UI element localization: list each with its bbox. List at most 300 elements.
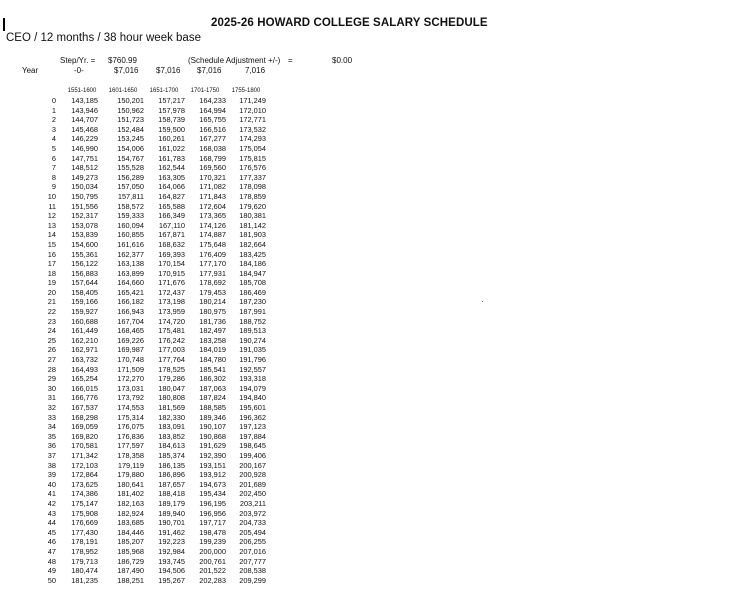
year-cell: 1: [51, 105, 56, 115]
salary-cell: 169,059: [71, 422, 98, 432]
salary-cell: 194,673: [199, 479, 226, 489]
table-row: [0, 489, 300, 499]
salary-cell: 205,494: [239, 527, 266, 537]
salary-cell: 185,708: [239, 278, 266, 288]
salary-cell: 173,198: [158, 297, 185, 307]
table-row: [0, 288, 300, 298]
salary-cell: 154,006: [117, 143, 144, 153]
salary-cell: 161,449: [71, 326, 98, 336]
salary-cell: 189,513: [239, 326, 266, 336]
year-cell: 10: [47, 191, 56, 201]
table-row: [0, 336, 300, 346]
year-cell: 37: [47, 450, 56, 460]
year-cell: 5: [51, 143, 56, 153]
salary-cell: 174,126: [199, 220, 226, 230]
salary-cell: 188,418: [158, 489, 185, 499]
table-row: [0, 173, 300, 183]
salary-cell: 157,978: [158, 105, 185, 115]
year-cell: 24: [47, 326, 56, 336]
salary-cell: 157,811: [117, 191, 144, 201]
salary-cell: 172,771: [239, 115, 266, 125]
salary-cell: 173,532: [239, 124, 266, 134]
stray-dot: [482, 301, 483, 302]
salary-cell: 180,975: [199, 307, 226, 317]
salary-cell: 161,783: [158, 153, 185, 163]
salary-cell: 173,792: [117, 393, 144, 403]
salary-cell: 168,465: [117, 326, 144, 336]
year-cell: 35: [47, 431, 56, 441]
salary-cell: 175,908: [71, 508, 98, 518]
salary-cell: 171,249: [239, 96, 266, 105]
salary-cell: 168,799: [199, 153, 226, 163]
salary-cell: 178,525: [158, 364, 185, 374]
salary-cell: 174,386: [71, 489, 98, 499]
salary-cell: 206,255: [239, 537, 266, 547]
salary-cell: 197,123: [239, 422, 266, 432]
salary-cell: 169,560: [199, 163, 226, 173]
year-cell: 19: [47, 278, 56, 288]
salary-cell: 199,406: [239, 450, 266, 460]
year-cell: 29: [47, 374, 56, 384]
salary-cell: 150,962: [117, 105, 144, 115]
salary-cell: 169,987: [117, 345, 144, 355]
salary-cell: 207,016: [239, 546, 266, 556]
salary-cell: 173,959: [158, 307, 185, 317]
salary-cell: 163,732: [71, 355, 98, 365]
salary-cell: 150,201: [117, 96, 144, 105]
year-cell: 4: [51, 134, 56, 144]
salary-cell: 158,572: [117, 201, 144, 211]
salary-cell: 143,185: [71, 96, 98, 105]
table-row: [0, 221, 300, 231]
salary-cell: 187,063: [199, 383, 226, 393]
salary-cell: 162,544: [158, 163, 185, 173]
salary-cell: 180,381: [239, 211, 266, 221]
salary-cell: 170,581: [71, 441, 98, 451]
salary-cell: 189,940: [158, 508, 185, 518]
salary-cell: 175,054: [239, 143, 266, 153]
increment-4: 7,016: [245, 66, 266, 75]
salary-cell: 179,620: [239, 201, 266, 211]
salary-cell: 147,751: [71, 153, 98, 163]
salary-cell: 189,179: [158, 498, 185, 508]
year-cell: 50: [47, 575, 56, 585]
salary-cell: 162,210: [71, 335, 98, 345]
year-cell: 7: [51, 163, 56, 173]
year-cell: 25: [47, 335, 56, 345]
salary-cell: 191,035: [239, 345, 266, 355]
year-cell: 47: [47, 546, 56, 556]
table-row: [0, 154, 300, 164]
column-header: 1651-1700: [149, 88, 179, 94]
salary-cell: 170,154: [158, 259, 185, 269]
salary-cell: 186,469: [239, 287, 266, 297]
salary-cell: 157,217: [158, 96, 185, 105]
table-row: [0, 432, 300, 442]
salary-cell: 174,293: [239, 134, 266, 144]
salary-cell: 150,034: [71, 182, 98, 192]
salary-cell: 181,903: [239, 230, 266, 240]
salary-cell: 178,098: [239, 182, 266, 192]
salary-cell: 164,233: [199, 96, 226, 105]
year-cell: 36: [47, 441, 56, 451]
salary-cell: 195,267: [158, 575, 185, 585]
salary-cell: 148,512: [71, 163, 98, 173]
salary-cell: 189,346: [199, 412, 226, 422]
salary-cell: 190,107: [199, 422, 226, 432]
salary-cell: 158,405: [71, 287, 98, 297]
table-row: [0, 96, 300, 106]
salary-cell: 183,852: [158, 431, 185, 441]
salary-cell: 197,884: [239, 431, 266, 441]
salary-cell: 188,251: [117, 575, 144, 585]
salary-cell: 153,078: [71, 220, 98, 230]
year-cell: 9: [51, 182, 56, 192]
table-row: [0, 297, 300, 307]
salary-cell: 160,855: [117, 230, 144, 240]
table-row: [0, 441, 300, 451]
year-cell: 26: [47, 345, 56, 355]
salary-cell: 166,516: [199, 124, 226, 134]
salary-cell: 171,843: [199, 191, 226, 201]
salary-cell: 175,815: [239, 153, 266, 163]
salary-cell: 177,430: [71, 527, 98, 537]
salary-cell: 201,522: [199, 566, 226, 576]
table-row: [0, 422, 300, 432]
salary-cell: 157,644: [71, 278, 98, 288]
table-row: [0, 393, 300, 403]
salary-cell: 168,038: [199, 143, 226, 153]
year-label: Year: [22, 66, 39, 75]
salary-cell: 196,956: [199, 508, 226, 518]
salary-cell: 176,075: [117, 422, 144, 432]
salary-cell: 195,601: [239, 403, 266, 412]
table-row: [0, 317, 300, 327]
salary-cell: 194,840: [239, 393, 266, 403]
salary-cell: 193,151: [199, 460, 226, 470]
salary-cell: 200,761: [199, 556, 226, 566]
salary-cell: 181,142: [239, 220, 266, 230]
year-cell: 22: [47, 307, 56, 317]
salary-cell: 181,402: [117, 489, 144, 499]
salary-cell: 165,755: [199, 115, 226, 125]
salary-cell: 175,314: [117, 412, 144, 422]
year-cell: 0: [51, 96, 56, 105]
salary-cell: 184,947: [239, 268, 266, 278]
salary-cell: 180,214: [199, 297, 226, 307]
salary-cell: 167,110: [158, 220, 185, 230]
salary-cell: 171,676: [158, 278, 185, 288]
column-header: 1701-1750: [190, 88, 220, 94]
salary-cell: 172,010: [239, 105, 266, 115]
year-cell: 11: [48, 201, 56, 211]
salary-cell: 192,557: [239, 364, 266, 374]
salary-cell: 182,664: [239, 239, 266, 249]
salary-cell: 161,616: [117, 239, 144, 249]
year-cell: 48: [47, 556, 56, 566]
salary-cell: 183,091: [158, 422, 185, 432]
increment-1: $7,016: [114, 66, 139, 75]
salary-cell: 198,645: [239, 441, 266, 451]
salary-cell: 180,641: [117, 479, 144, 489]
table-row: [0, 345, 300, 355]
salary-cell: 181,736: [199, 316, 226, 326]
table-row: [0, 211, 300, 221]
table-row: [0, 576, 300, 586]
salary-cell: 166,349: [158, 211, 185, 221]
salary-cell: 164,660: [117, 278, 144, 288]
salary-cell: 159,333: [117, 211, 144, 221]
salary-cell: 183,258: [199, 335, 226, 345]
table-row: [0, 384, 300, 394]
salary-cell: 191,629: [199, 441, 226, 451]
salary-cell: 178,952: [71, 546, 98, 556]
salary-table: [0, 96, 300, 585]
salary-cell: 151,556: [71, 201, 98, 211]
salary-cell: 182,330: [158, 412, 185, 422]
salary-cell: 186,729: [117, 556, 144, 566]
table-row: [0, 278, 300, 288]
table-row: [0, 461, 300, 471]
salary-cell: 172,270: [117, 374, 144, 384]
salary-cell: 178,692: [199, 278, 226, 288]
year-cell: 41: [47, 489, 56, 499]
year-cell: 42: [47, 498, 56, 508]
salary-cell: 176,576: [239, 163, 266, 173]
table-row: [0, 566, 300, 576]
salary-cell: 154,600: [71, 239, 98, 249]
salary-cell: 164,994: [199, 105, 226, 115]
salary-cell: 175,481: [158, 326, 185, 336]
salary-cell: 172,864: [71, 470, 98, 480]
table-row: [0, 106, 300, 116]
salary-cell: 187,490: [117, 566, 144, 576]
table-row: [0, 374, 300, 384]
salary-cell: 169,226: [117, 335, 144, 345]
salary-cell: 174,887: [199, 230, 226, 240]
salary-cell: 174,553: [117, 403, 144, 412]
column-header: 1755-1800: [231, 88, 261, 94]
salary-cell: 149,273: [71, 172, 98, 182]
year-cell: 3: [51, 124, 56, 134]
salary-cell: 174,720: [158, 316, 185, 326]
increment-3: $7,016: [197, 66, 222, 75]
salary-cell: 200,000: [199, 546, 226, 556]
salary-cell: 168,632: [158, 239, 185, 249]
salary-cell: 197,717: [199, 518, 226, 528]
salary-cell: 185,541: [199, 364, 226, 374]
salary-cell: 156,289: [117, 172, 144, 182]
salary-cell: 179,453: [199, 287, 226, 297]
year-cell: 45: [47, 527, 56, 537]
salary-cell: 175,147: [71, 498, 98, 508]
salary-cell: 190,274: [239, 335, 266, 345]
year-cell: 12: [47, 211, 56, 221]
salary-cell: 199,239: [199, 537, 226, 547]
salary-cell: 177,003: [158, 345, 185, 355]
salary-cell: 178,191: [71, 537, 98, 547]
year-cell: 43: [47, 508, 56, 518]
salary-cell: 176,669: [71, 518, 98, 528]
salary-cell: 164,066: [158, 182, 185, 192]
year-cell: 28: [47, 364, 56, 374]
adjustment-equals: =: [288, 56, 293, 65]
salary-cell: 204,733: [239, 518, 266, 528]
salary-cell: 169,820: [71, 431, 98, 441]
salary-cell: 155,361: [71, 249, 98, 259]
salary-cell: 160,261: [158, 134, 185, 144]
year-cell: 21: [47, 297, 56, 307]
salary-cell: 160,094: [117, 220, 144, 230]
salary-cell: 177,931: [199, 268, 226, 278]
salary-cell: 186,135: [158, 460, 185, 470]
year-cell: 16: [47, 249, 56, 259]
page-subtitle: CEO / 12 months / 38 hour week base: [6, 32, 201, 44]
table-row: [0, 537, 300, 547]
salary-cell: 152,484: [117, 124, 144, 134]
adjustment-value: $0.00: [332, 56, 353, 65]
salary-cell: 157,050: [117, 182, 144, 192]
salary-cell: 192,223: [158, 537, 185, 547]
salary-cell: 188,585: [199, 403, 226, 412]
salary-cell: 168,298: [71, 412, 98, 422]
salary-cell: 165,588: [158, 201, 185, 211]
salary-cell: 173,031: [117, 383, 144, 393]
table-row: [0, 202, 300, 212]
table-row: [0, 240, 300, 250]
salary-cell: 187,657: [158, 479, 185, 489]
salary-cell: 184,613: [158, 441, 185, 451]
salary-cell: 177,764: [158, 355, 185, 365]
salary-cell: 196,195: [199, 498, 226, 508]
salary-cell: 194,506: [158, 566, 185, 576]
salary-cell: 203,972: [239, 508, 266, 518]
salary-cell: 166,776: [71, 393, 98, 403]
salary-cell: 182,163: [117, 498, 144, 508]
salary-cell: 202,450: [239, 489, 266, 499]
salary-cell: 166,943: [117, 307, 144, 317]
year-cell: 39: [47, 470, 56, 480]
year-cell: 14: [47, 230, 56, 240]
year-cell: 32: [47, 403, 56, 412]
salary-cell: 146,990: [71, 143, 98, 153]
salary-cell: 159,166: [71, 297, 98, 307]
salary-cell: 200,928: [239, 470, 266, 480]
salary-cell: 171,509: [117, 364, 144, 374]
year-cell: 49: [47, 566, 56, 576]
salary-cell: 171,342: [71, 450, 98, 460]
salary-cell: 184,019: [199, 345, 226, 355]
salary-cell: 173,625: [71, 479, 98, 489]
table-row: [0, 509, 300, 519]
table-row: [0, 528, 300, 538]
salary-cell: 143,946: [71, 105, 98, 115]
salary-cell: 191,462: [158, 527, 185, 537]
year-cell: 46: [47, 537, 56, 547]
table-row: [0, 269, 300, 279]
salary-cell: 196,362: [239, 412, 266, 422]
table-row: [0, 413, 300, 423]
salary-cell: 180,047: [158, 383, 185, 393]
salary-cell: 192,984: [158, 546, 185, 556]
salary-cell: 190,701: [158, 518, 185, 528]
salary-cell: 173,365: [199, 211, 226, 221]
year-cell: 33: [47, 412, 56, 422]
table-row: [0, 518, 300, 528]
table-row: [0, 115, 300, 125]
increment-2: $7,016: [156, 66, 181, 75]
table-row: [0, 134, 300, 144]
salary-cell: 161,022: [158, 143, 185, 153]
salary-cell: 170,915: [158, 268, 185, 278]
salary-cell: 159,500: [158, 124, 185, 134]
table-row: [0, 547, 300, 557]
salary-cell: 202,283: [199, 575, 226, 585]
salary-cell: 208,538: [239, 566, 266, 576]
salary-cell: 177,170: [199, 259, 226, 269]
salary-cell: 166,015: [71, 383, 98, 393]
salary-cell: 163,305: [158, 172, 185, 182]
salary-cell: 153,245: [117, 134, 144, 144]
year-cell: 44: [47, 518, 56, 528]
year-cell: 2: [51, 115, 56, 125]
salary-cell: 171,082: [199, 182, 226, 192]
year-cell: 23: [47, 316, 56, 326]
salary-cell: 144,707: [71, 115, 98, 125]
salary-cell: 164,827: [158, 191, 185, 201]
table-row: [0, 557, 300, 567]
salary-cell: 179,713: [71, 556, 98, 566]
salary-cell: 156,122: [71, 259, 98, 269]
table-row: [0, 480, 300, 490]
year-cell: 8: [51, 172, 56, 182]
table-row: [0, 230, 300, 240]
column-header: 1601-1650: [108, 88, 138, 94]
salary-cell: 165,254: [71, 374, 98, 384]
year-cell: 17: [47, 259, 56, 269]
salary-cell: 183,425: [239, 249, 266, 259]
salary-cell: 145,468: [71, 124, 98, 134]
table-row: [0, 163, 300, 173]
salary-cell: 177,597: [117, 441, 144, 451]
salary-cell: 150,795: [71, 191, 98, 201]
salary-cell: 193,912: [199, 470, 226, 480]
table-row: [0, 403, 300, 413]
salary-cell: 188,752: [239, 316, 266, 326]
year-cell: 15: [47, 239, 56, 249]
table-row: [0, 182, 300, 192]
salary-cell: 169,393: [158, 249, 185, 259]
table-row: [0, 470, 300, 480]
step-value: $760.99: [108, 56, 137, 65]
salary-cell: 207,777: [239, 556, 266, 566]
salary-cell: 193,318: [239, 374, 266, 384]
salary-cell: 179,286: [158, 374, 185, 384]
salary-cell: 186,896: [158, 470, 185, 480]
salary-cell: 167,277: [199, 134, 226, 144]
salary-cell: 180,808: [158, 393, 185, 403]
table-row: [0, 250, 300, 260]
salary-cell: 158,739: [158, 115, 185, 125]
salary-cell: 146,229: [71, 134, 98, 144]
table-row: [0, 259, 300, 269]
salary-cell: 176,836: [117, 431, 144, 441]
salary-cell: 176,242: [158, 335, 185, 345]
salary-cell: 181,235: [71, 575, 98, 585]
salary-cell: 160,688: [71, 316, 98, 326]
table-row: [0, 326, 300, 336]
salary-cell: 176,409: [199, 249, 226, 259]
